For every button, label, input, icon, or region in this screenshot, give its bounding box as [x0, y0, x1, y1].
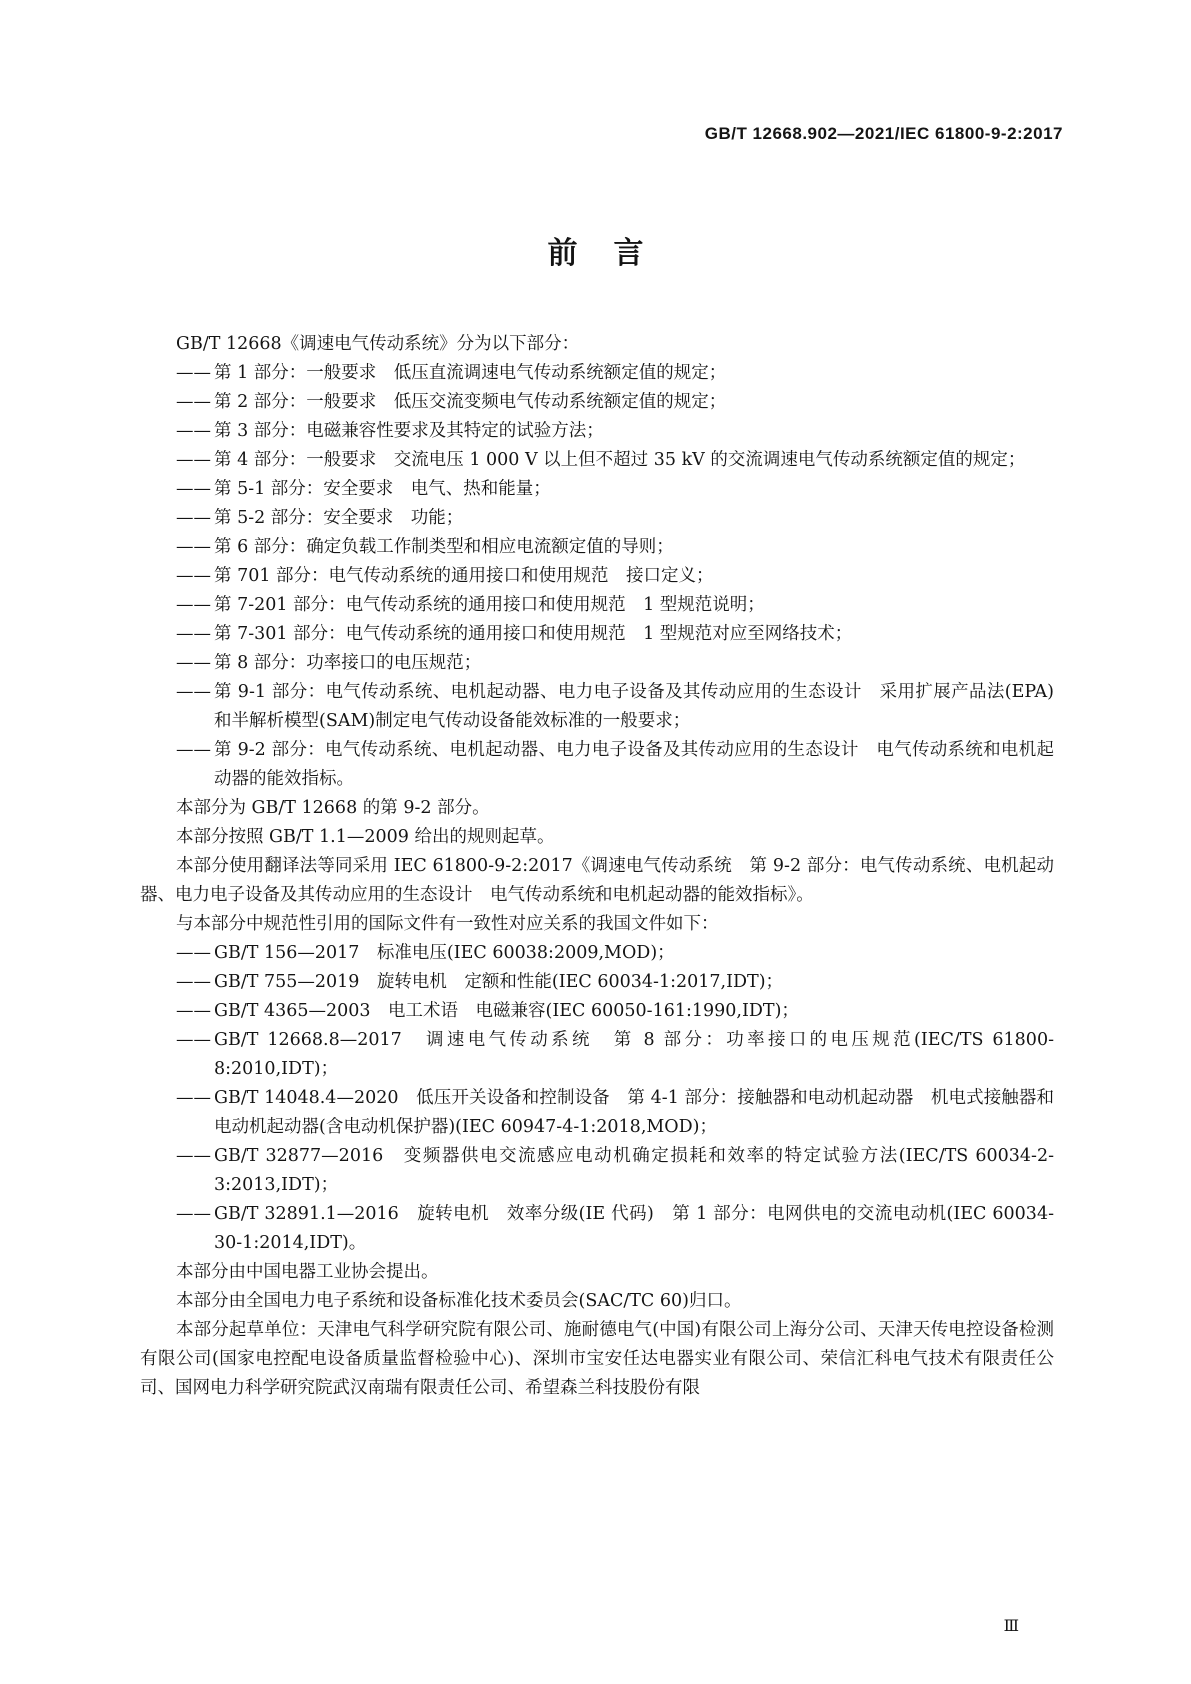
part-text: 第 5-2 部分：安全要求 功能； [214, 508, 464, 528]
part-text: 第 6 部分：确定负载工作制类型和相应电流额定值的导则； [214, 537, 674, 557]
dash-mark: —— [176, 1204, 211, 1224]
paragraph: 本部分按照 GB/T 1.1—2009 给出的规则起草。 [176, 827, 555, 847]
paragraph [140, 1316, 1054, 1403]
part-list-item [176, 417, 1054, 446]
reference-list-item [176, 1200, 1054, 1258]
page-title: 前言 [547, 236, 680, 271]
page-number: Ⅲ [1003, 1616, 1019, 1635]
foreword-body [140, 330, 1054, 1403]
part-list-item [176, 533, 1054, 562]
part-list-item [176, 562, 1054, 591]
part-list-item [176, 359, 1054, 388]
reference-list-item [176, 997, 1054, 1026]
dash-mark: —— [176, 682, 211, 702]
reference-text: GB/T 12668.8—2017 调速电气传动系统 第 8 部分：功率接口的电压规范(IEC/TS 61800-8:2010,IDT)； [214, 1030, 1054, 1079]
reference-list-item [176, 1142, 1054, 1200]
dash-mark: —— [176, 1001, 211, 1021]
part-list-item [176, 446, 1054, 475]
dash-mark: —— [176, 1146, 211, 1166]
part-list-item [176, 736, 1054, 794]
dash-mark: —— [176, 740, 211, 760]
dash-mark: —— [176, 392, 211, 412]
part-text: 第 5-1 部分：安全要求 电气、热和能量； [214, 479, 551, 499]
dash-mark: —— [176, 421, 211, 441]
part-text: 第 7-201 部分：电气传动系统的通用接口和使用规范 1 型规范说明； [214, 595, 765, 615]
part-list-item [176, 649, 1054, 678]
part-list-item [176, 591, 1054, 620]
dash-mark: —— [176, 595, 211, 615]
reference-text: GB/T 755—2019 旋转电机 定额和性能(IEC 60034-1:2017,IDT)； [214, 972, 784, 992]
dash-mark: —— [176, 943, 211, 963]
part-list-item [176, 388, 1054, 417]
reference-text: GB/T 156—2017 标准电压(IEC 60038:2009,MOD)； [214, 943, 675, 963]
part-list-item [176, 504, 1054, 533]
dash-mark: —— [176, 624, 211, 644]
dash-mark: —— [176, 479, 211, 499]
reference-text: GB/T 32877—2016 变频器供电交流感应电动机确定损耗和效率的特定试验方法(IEC/TS 60034-2-3:2013,IDT)； [214, 1146, 1054, 1195]
part-text: 第 9-1 部分：电气传动系统、电机起动器、电力电子设备及其传动应用的生态设计 采用扩展产品法(EPA)和半解析模型(SAM)制定电气传动设备能效标准的一般要求； [214, 682, 1054, 731]
paragraph: 本部分由中国电器工业协会提出。 [176, 1262, 439, 1282]
dash-mark: —— [176, 1030, 211, 1050]
dash-mark: —— [176, 508, 211, 528]
intro-paragraph: GB/T 12668《调速电气传动系统》分为以下部分： [176, 334, 580, 354]
paragraph-text: 本部分使用翻译法等同采用 IEC 61800-9-2:2017《调速电气传动系统 第 9-2 部分：电气传动系统、电机起动器、电力电子设备及其传动应用的生态设计 电气传动系统和电机起动器的能效指标》。 [140, 856, 1054, 905]
part-text: 第 2 部分：一般要求 低压交流变频电气传动系统额定值的规定； [214, 392, 727, 412]
dash-mark: —— [176, 363, 211, 383]
part-list-item [176, 475, 1054, 504]
reference-text: GB/T 4365—2003 电工术语 电磁兼容(IEC 60050-161:1990,IDT)； [214, 1001, 799, 1021]
part-list-item [176, 678, 1054, 736]
standard-number-header: GB/T 12668.902—2021/IEC 61800-9-2:2017 [704, 124, 1063, 143]
part-text: 第 9-2 部分：电气传动系统、电机起动器、电力电子设备及其传动应用的生态设计 电气传动系统和电机起动器的能效指标。 [214, 740, 1054, 789]
dash-mark: —— [176, 566, 211, 586]
paragraph-text: 本部分起草单位：天津电气科学研究院有限公司、施耐德电气(中国)有限公司上海分公司、天津天传电控设备检测有限公司(国家电控配电设备质量监督检验中心)、深圳市宝安任达电器实业有限公司、荣信汇科电气技术有限责任公司、国网电力科学研究院武汉南瑞有限责任公司、希望森兰科技股份有限 [140, 1320, 1054, 1398]
reference-text: GB/T 14048.4—2020 低压开关设备和控制设备 第 4-1 部分：接触器和电动机起动器 机电式接触器和电动机起动器(含电动机保护器)(IEC 60947-4-1:2018,MOD)； [214, 1088, 1054, 1137]
reference-list-item [176, 939, 1054, 968]
part-text: 第 701 部分：电气传动系统的通用接口和使用规范 接口定义； [214, 566, 714, 586]
reference-list-item [176, 1084, 1054, 1142]
paragraph [140, 852, 1054, 910]
part-text: 第 7-301 部分：电气传动系统的通用接口和使用规范 1 型规范对应至网络技术； [214, 624, 853, 644]
dash-mark: —— [176, 450, 211, 470]
reference-list-item [176, 968, 1054, 997]
dash-mark: —— [176, 1088, 211, 1108]
paragraph: 与本部分中规范性引用的国际文件有一致性对应关系的我国文件如下： [176, 914, 719, 934]
dash-mark: —— [176, 653, 211, 673]
dash-mark: —— [176, 537, 211, 557]
reference-list-item [176, 1026, 1054, 1084]
paragraph: 本部分为 GB/T 12668 的第 9-2 部分。 [176, 798, 490, 818]
part-text: 第 1 部分：一般要求 低压直流调速电气传动系统额定值的规定； [214, 363, 727, 383]
part-list-item [176, 620, 1054, 649]
part-text: 第 3 部分：电磁兼容性要求及其特定的试验方法； [214, 421, 604, 441]
part-text: 第 4 部分：一般要求 交流电压 1 000 V 以上但不超过 35 kV 的交流调速电气传动系统额定值的规定； [214, 450, 1026, 470]
paragraph: 本部分由全国电力电子系统和设备标准化技术委员会(SAC/TC 60)归口。 [176, 1291, 742, 1311]
dash-mark: —— [176, 972, 211, 992]
reference-text: GB/T 32891.1—2016 旋转电机 效率分级(IE 代码) 第 1 部分：电网供电的交流电动机(IEC 60034-30-1:2014,IDT)。 [214, 1204, 1054, 1253]
part-text: 第 8 部分：功率接口的电压规范； [214, 653, 482, 673]
